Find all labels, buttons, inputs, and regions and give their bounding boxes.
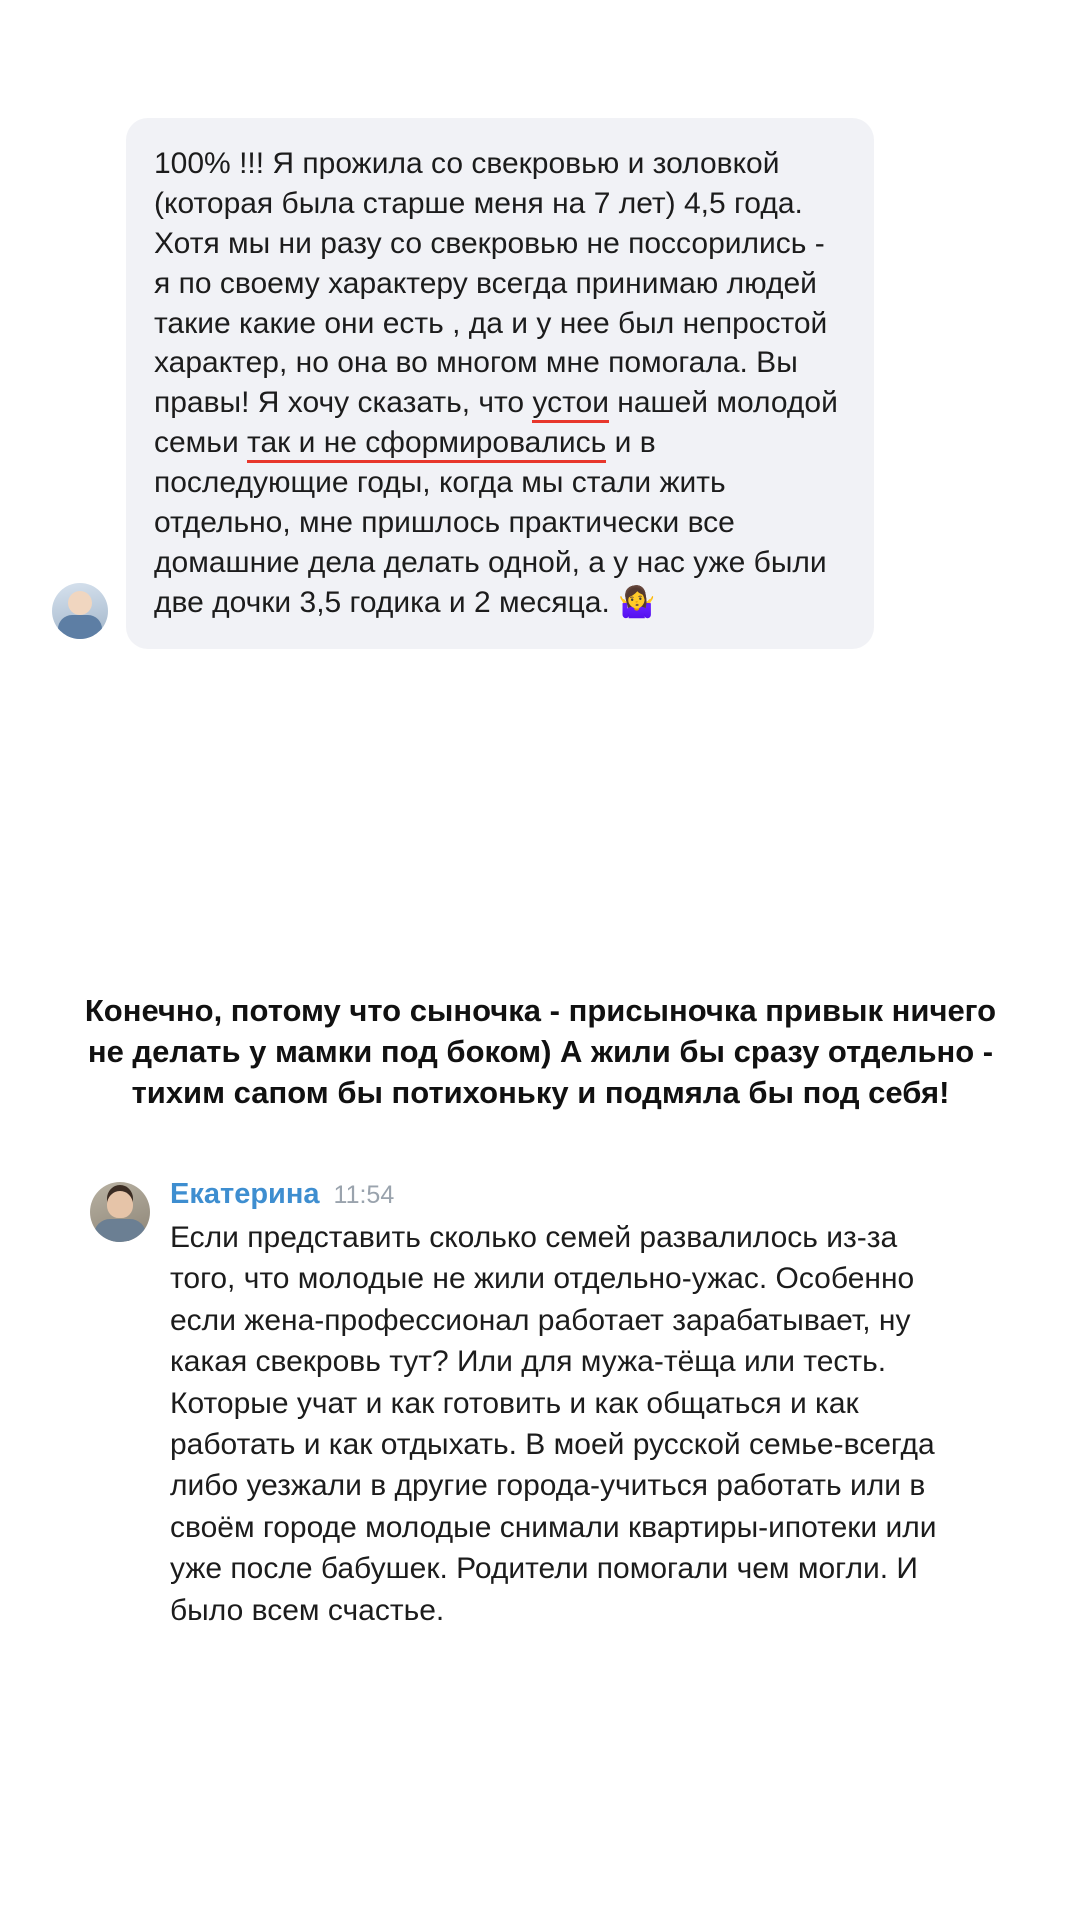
- bubble-underlined-2: так и не сформировались: [247, 426, 606, 463]
- named-message-paragraph: Если представить сколько семей развалилось из-за того, что молодые не жили отдельно-ужас. Особенно если жена-профессионал работает зарабатывает, ну какая свекровь тут? Или для мужа-тёща или тесть. Которые учат и как готовить и как общаться и как работать и как отдыхать. В моей русской семье-всегда либо уезжали в другие города-учиться работать или в своём городе молодые снимали квартиры-ипотеки или уже после бабушек. Родители помогали чем могли. И было всем счастье.: [170, 1221, 937, 1627]
- avatar[interactable]: [90, 1182, 150, 1242]
- bubble-text-part-2: нашей молодой семьи: [154, 386, 838, 460]
- bubble-text: [154, 144, 844, 623]
- message-header: [170, 1178, 960, 1211]
- named-message-row: [0, 1178, 1081, 1631]
- bubble-underlined-1: устои: [532, 386, 609, 423]
- message-bubble: [126, 118, 874, 649]
- sender-name[interactable]: Екатерина: [170, 1178, 320, 1210]
- avatar[interactable]: [52, 583, 108, 639]
- timestamp: 11:54: [333, 1181, 395, 1209]
- bubble-text-part-3: и в последующие годы, когда мы стали жить отдельно, мне пришлось практически все домашние дела делать одной, а у нас уже были две дочки 3,5 годика и 2 месяца.: [154, 426, 827, 619]
- shrug-emoji-icon: 🤷‍♀️: [618, 585, 656, 619]
- named-message-body: [170, 1178, 960, 1631]
- named-message-text: [170, 1217, 960, 1631]
- bubble-text-part-1: 100% !!! Я прожила со свекровью и золовкой (которая была старше меня на 7 лет) 4,5 года. Хотя мы ни разу со свекровью не поссорились - я по своему характеру всегда принимаю людей такие какие они есть , да и у нее был непростой характер, но она во многом мне помогала. Вы правы! Я хочу сказать, что: [154, 147, 828, 420]
- bold-reply-text: Конечно, потому что сыночка - присыночка привык ничего не делать у мамки под боком) А жили бы сразу отдельно - тихим сапом бы потихоньку и подмяла бы под себя!: [84, 993, 997, 1111]
- message-bubble-row: [0, 118, 1081, 649]
